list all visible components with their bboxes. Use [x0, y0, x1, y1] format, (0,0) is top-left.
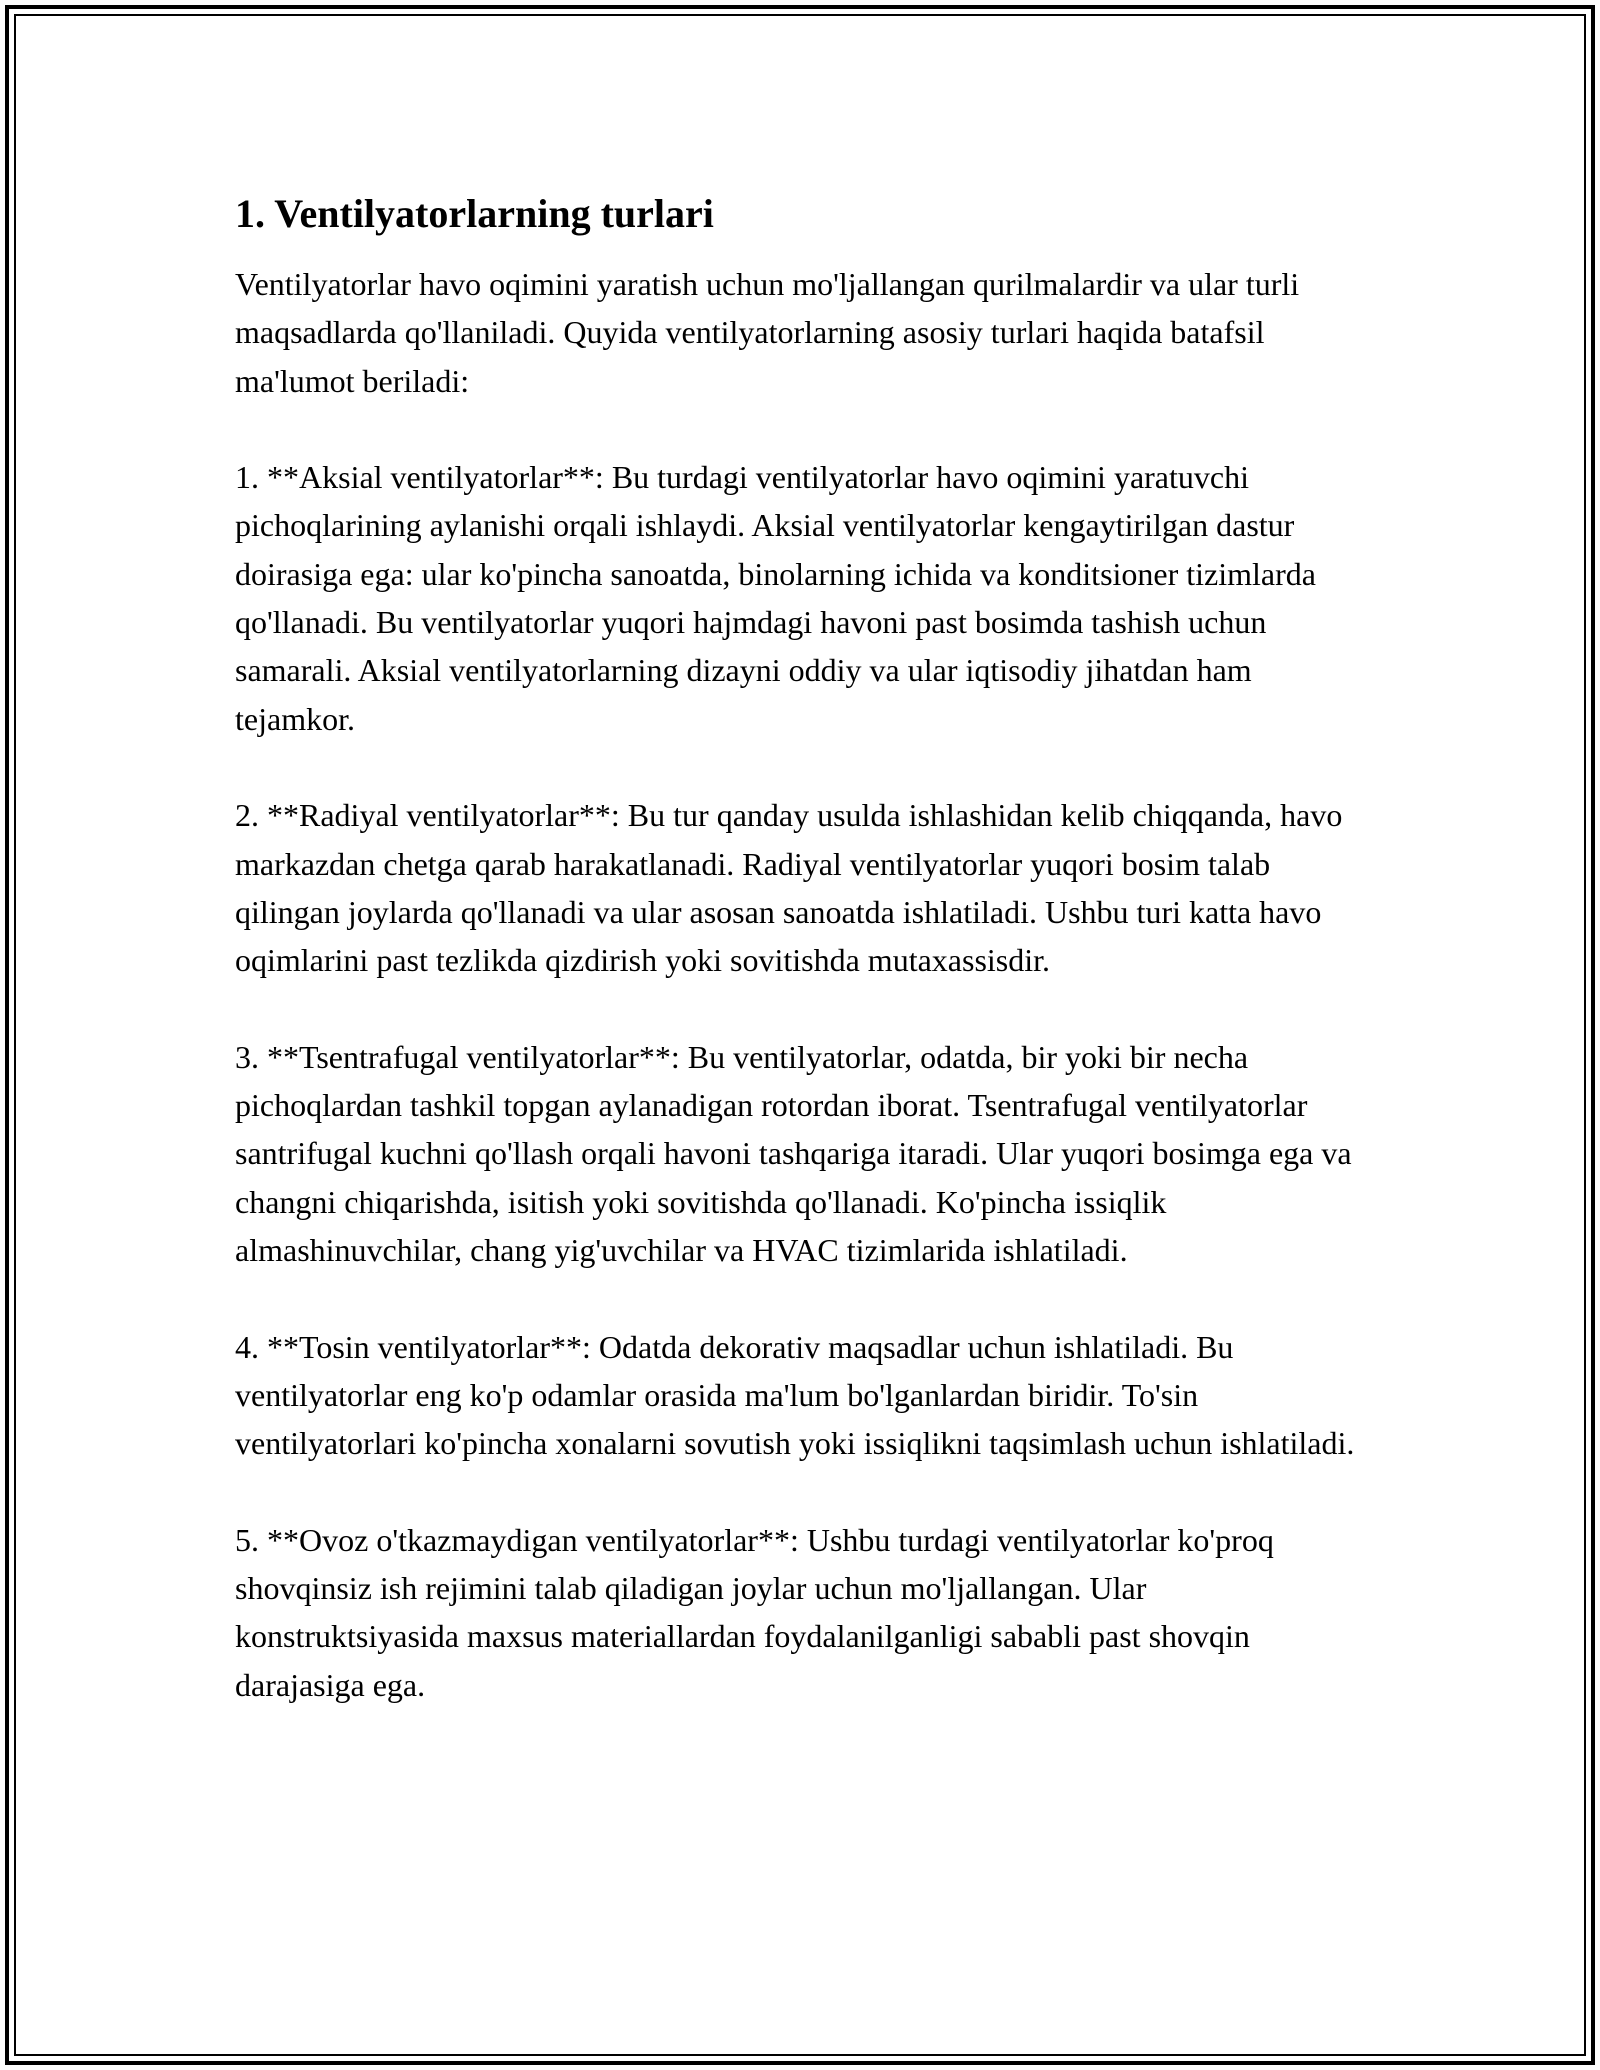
paragraph-axial-fans: 1. **Aksial ventilyatorlar**: Bu turdagi ventilyatorlar havo oqimini yaratuvchi pichoqlarining aylanishi orqali ishlaydi. Aksial ventilyatorlar kengaytirilgan dastur doirasiga ega: ular ko'pincha sanoatda, binolarning ichida va konditsioner tizimlarda qo'llanadi. Bu ventilyatorlar yuqori hajmdagi havoni past bosimda tashish uchun samarali. Aksial ventilyatorlarning dizayni oddiy va ular iqtisodiy jihatdan ham tejamkor.	[235, 459, 1316, 737]
paragraph-radial-fans: 2. **Radiyal ventilyatorlar**: Bu tur qanday usulda ishlashidan kelib chiqqanda, havo markazdan chetga qarab harakatlanadi. Radiyal ventilyatorlar yuqori bosim talab qilingan joylarda qo'llanadi va ular asosan sanoatda ishlatiladi. Ushbu turi katta havo oqimlarini past tezlikda qizdirish yoki sovitishda mutaxassisdir.	[235, 797, 1343, 979]
paragraph-silent-fans: 5. **Ovoz o'tkazmaydigan ventilyatorlar**: Ushbu turdagi ventilyatorlar ko'proq shovqinsiz ish rejimini talab qiladigan joylar uchun mo'ljallangan. Ular konstruktsiyasida maxsus materiallardan foydalanilganligi sababli past shovqin darajasiga ega.	[235, 1521, 1274, 1703]
paragraph-centrifugal-fans: 3. **Tsentrafugal ventilyatorlar**: Bu ventilyatorlar, odatda, bir yoki bir necha pichoqlardan tashkil topgan aylanadigan rotordan iborat. Tsentrafugal ventilyatorlar santrifugal kuchni qo'llash orqali havoni tashqariga itaradi. Ular yuqori bosimga ega va changni chiqarishda, isitish yoki sovitishda qo'llanadi. Ko'pincha issiqlik almashinuvchilar, chang yig'uvchilar va HVAC tizimlarida ishlatiladi.	[235, 1038, 1352, 1268]
document-body	[235, 190, 1375, 1709]
section-heading: 1. Ventilyatorlarning turlari	[235, 191, 714, 236]
paragraph-tosin-fans: 4. **Tosin ventilyatorlar**: Odatda dekorativ maqsadlar uchun ishlatiladi. Bu ventilyatorlar eng ko'p odamlar orasida ma'lum bo'lganlardan biridir. To'sin ventilyatorlari ko'pincha xonalarni sovutish yoki issiqlikni taqsimlash uchun ishlatiladi.	[235, 1328, 1355, 1462]
intro-paragraph: Ventilyatorlar havo oqimini yaratish uchun mo'ljallangan qurilmalardir va ular turli maqsadlarda qo'llaniladi. Quyida ventilyatorlarning asosiy turlari haqida batafsil ma'lumot beriladi:	[235, 266, 1300, 399]
